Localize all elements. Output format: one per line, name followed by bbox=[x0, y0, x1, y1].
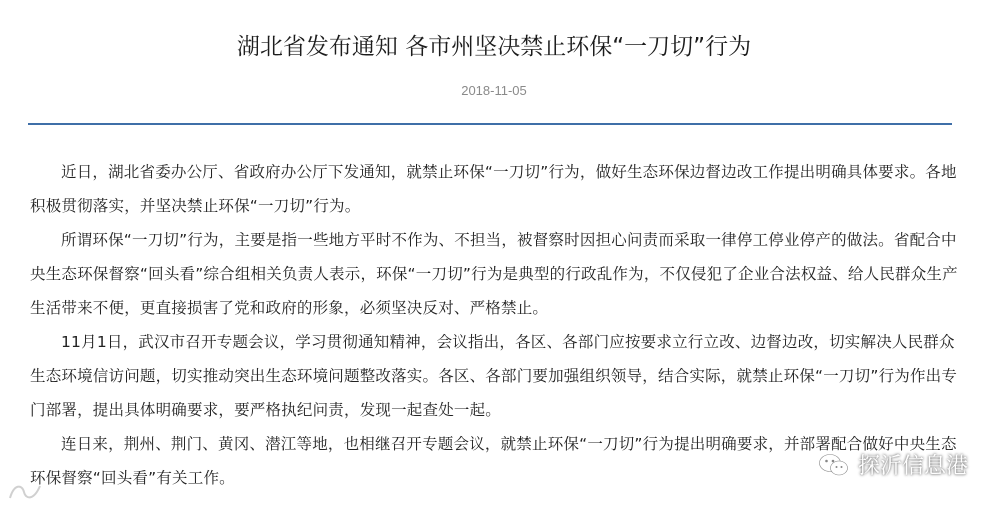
paragraph-1: 近日，湖北省委办公厅、省政府办公厅下发通知，就禁止环保“一刀切”行为，做好生态环保边督边改工作提出明确具体要求。各地积极贯彻落实，并坚决禁止环保“一刀切”行为。 bbox=[30, 163, 957, 215]
watermark-text: 探沂信息港 bbox=[857, 454, 968, 479]
source-watermark bbox=[818, 449, 968, 480]
title-divider bbox=[28, 123, 952, 125]
corner-watermark-logo bbox=[6, 480, 46, 504]
publish-date: 2018-11-05 bbox=[461, 83, 527, 98]
paragraph-4: 连日来，荆州、荆门、黄冈、潜江等地，也相继召开专题会议，就禁止环保“一刀切”行为提出明确要求，并部署配合做好中央生态环保督察“回头看”有关工作。 bbox=[30, 435, 957, 487]
wechat-icon bbox=[818, 452, 850, 478]
paragraph-3: 11月1日，武汉市召开专题会议，学习贯彻通知精神，会议指出，各区、各部门应按要求立行立改、边督边改，切实解决人民群众生态环境信访问题，切实推动突出生态环境问题整改落实。各区、各部门要加强组织领导，结合实际，就禁止环保“一刀切”行为作出专门部署，提出具体明确要求，要严格执纪问责，发现一起查处一起。 bbox=[30, 333, 958, 419]
article-title: 湖北省发布通知 各市州坚决禁止环保“一刀切”行为 bbox=[236, 34, 752, 60]
article-body bbox=[30, 155, 960, 495]
paragraph-2: 所谓环保“一刀切”行为，主要是指一些地方平时不作为、不担当，被督察时因担心问责而采取一律停工停业停产的做法。省配合中央生态环保督察“回头看”综合组相关负责人表示，环保“一刀切”行为是典型的行政乱作为，不仅侵犯了企业合法权益、给人民群众生产生活带来不便，更直接损害了党和政府的形象，必须坚决反对、严格禁止。 bbox=[30, 231, 958, 317]
